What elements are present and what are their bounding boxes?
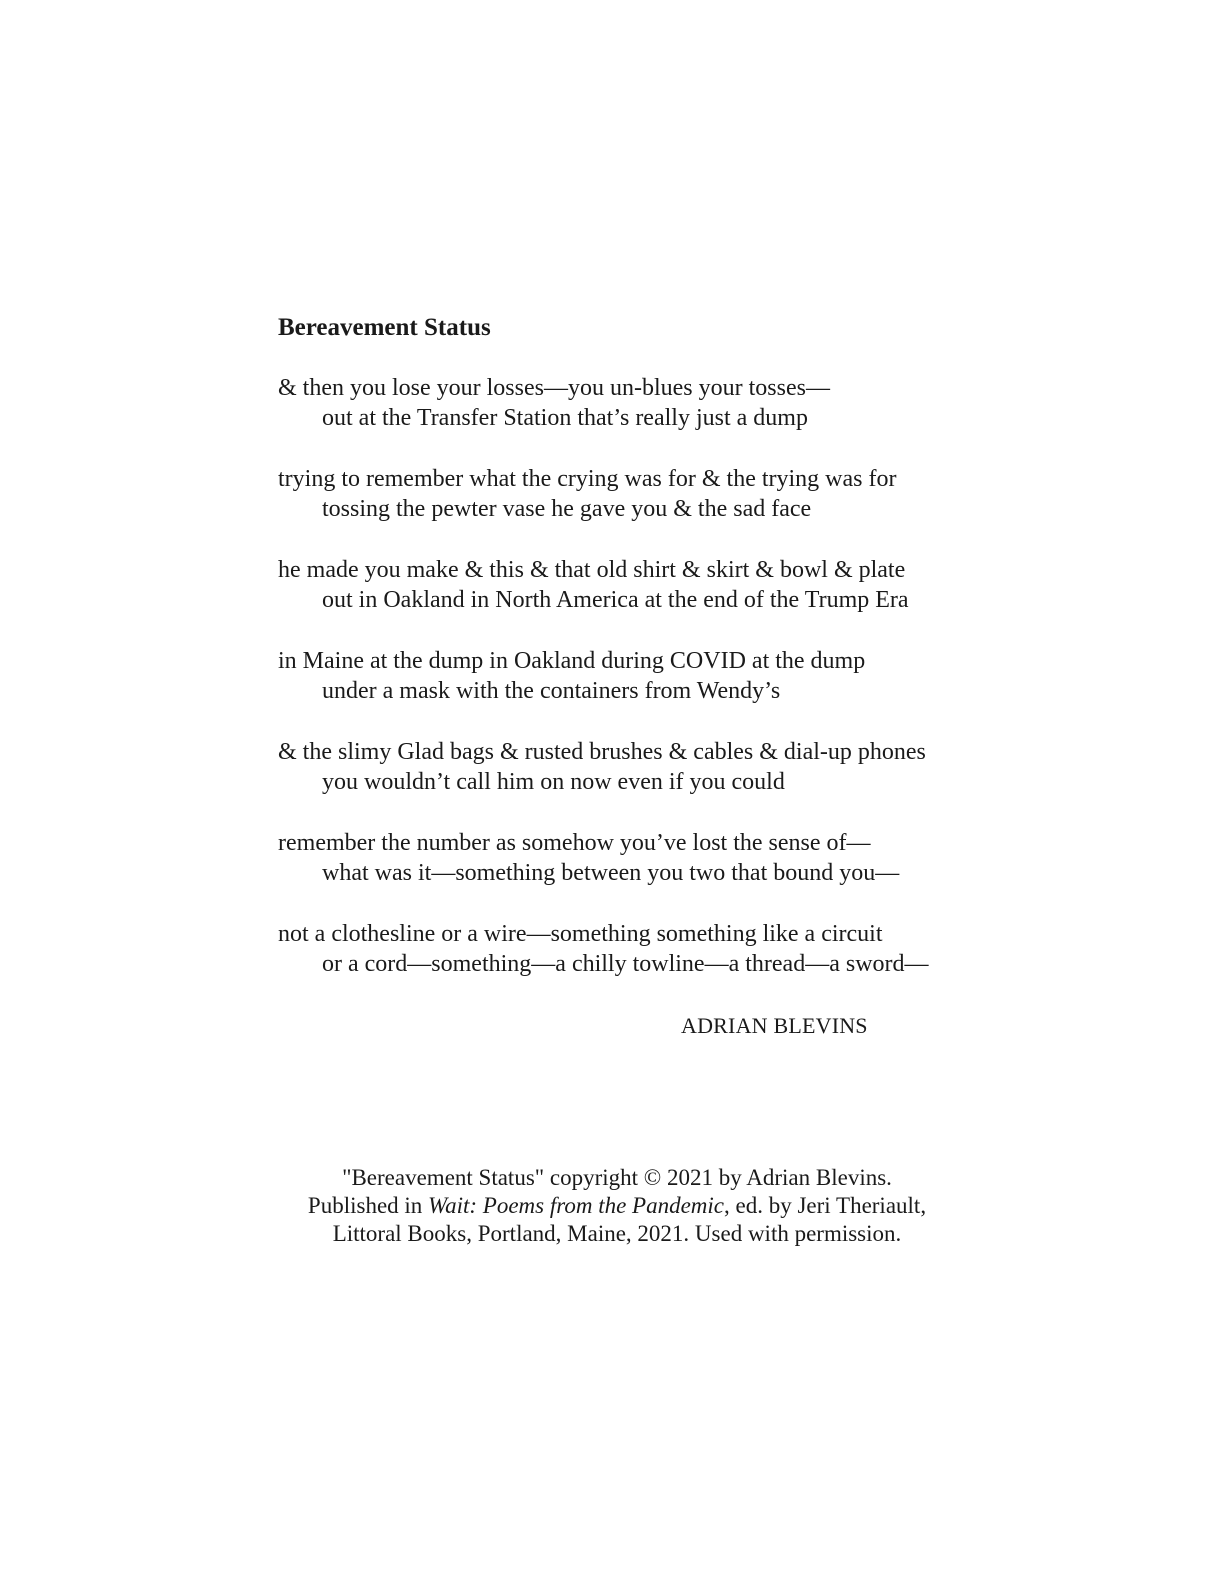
- credit-prefix: Published in: [307, 1193, 429, 1218]
- poem-line-indented: out in Oakland in North America at the end of the Trump Era: [322, 586, 909, 613]
- stanza-6: [278, 829, 1038, 888]
- poem-line: & then you lose your losses—you un-blues your tosses—: [278, 375, 830, 401]
- book-title: Wait: Poems from the Pandemic: [428, 1193, 725, 1218]
- stanza-4: [278, 647, 1038, 706]
- credit-line-3: Littoral Books, Portland, Maine, 2021. Used with permission.: [332, 1221, 902, 1246]
- credit-suffix: , ed. by Jeri Theriault,: [724, 1193, 927, 1218]
- poem-line: not a clothesline or a wire—something something like a circuit: [278, 921, 883, 947]
- poem-line-indented: out at the Transfer Station that’s really just a dump: [322, 404, 808, 431]
- poem-author: ADRIAN BLEVINS: [681, 1013, 868, 1038]
- credit-line-1: "Bereavement Status" copyright © 2021 by Adrian Blevins.: [342, 1165, 892, 1190]
- poem-line: & the slimy Glad bags & rusted brushes & cables & dial-up phones: [278, 739, 926, 765]
- stanza-3: [278, 556, 1038, 615]
- stanza-1: [278, 374, 1038, 433]
- stanza-7: [278, 920, 1038, 979]
- poem-line: trying to remember what the crying was for & the trying was for: [278, 466, 897, 492]
- poem-line-indented: what was it—something between you two that bound you—: [322, 859, 900, 886]
- stanza-2: [278, 465, 1038, 524]
- copyright-credit: [207, 1164, 1027, 1248]
- poem-line-indented: you wouldn’t call him on now even if you could: [322, 768, 785, 795]
- poem-line: in Maine at the dump in Oakland during COVID at the dump: [278, 648, 866, 674]
- stanza-5: [278, 738, 1038, 797]
- poem-body: [278, 374, 1038, 1011]
- credit-line-2: [207, 1192, 1027, 1220]
- poem-line-indented: under a mask with the containers from Wendy’s: [322, 677, 781, 704]
- poem-line-indented: tossing the pewter vase he gave you & the sad face: [322, 495, 812, 522]
- poem-line-indented: or a cord—something—a chilly towline—a thread—a sword—: [322, 950, 929, 977]
- poem-line: he made you make & this & that old shirt & skirt & bowl & plate: [278, 557, 906, 583]
- poem-line: remember the number as somehow you’ve lost the sense of—: [278, 830, 871, 856]
- poem-title: Bereavement Status: [278, 314, 491, 341]
